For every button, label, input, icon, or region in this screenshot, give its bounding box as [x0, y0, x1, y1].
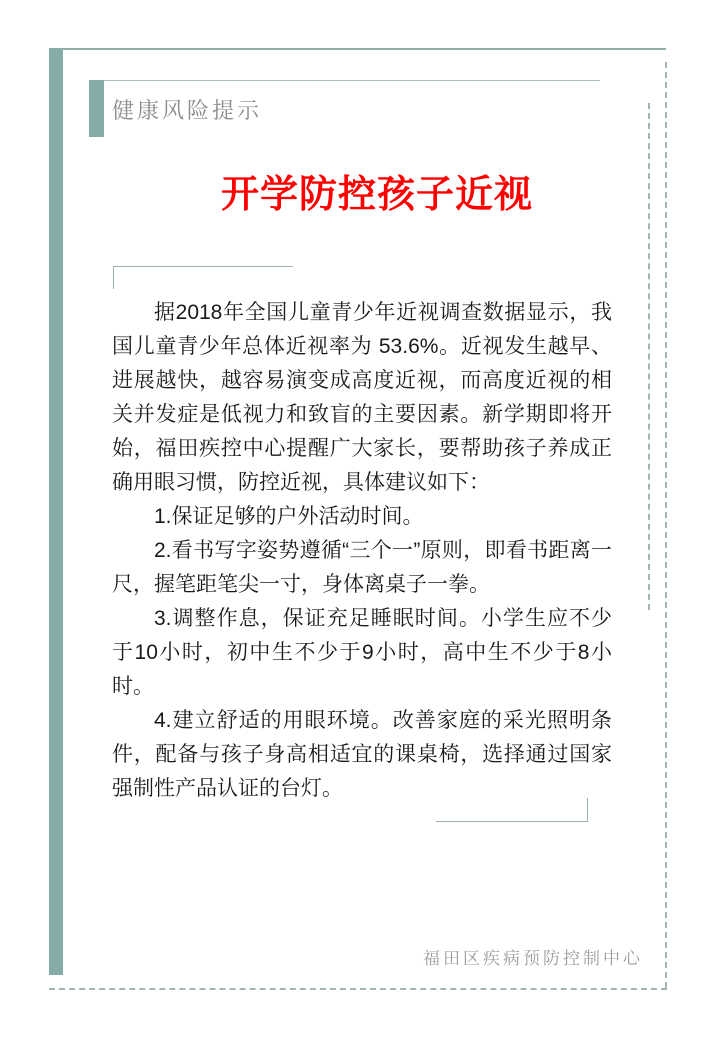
body-paragraph-intro: 据2018年全国儿童青少年近视调查数据显示，我国儿童青少年总体近视率为 53.6%。近视发生越早、进展越快，越容易演变成高度近视，而高度近视的相关并发症是低视力和致盲的主要因素。新学期即将开始，福田疾控中心提醒广大家长，要帮助孩子养成正确用眼习惯，防控近视，具体建议如下：: [112, 301, 612, 494]
header-underline: [104, 80, 600, 81]
bottom-right-corner-bracket: [436, 798, 588, 822]
body-paragraph-item-1: 1.保证足够的户外活动时间。: [154, 505, 424, 528]
body-paragraph-item-3: 3.调整作息，保证充足睡眠时间。小学生应不少于10小时，初中生不少于9小时，高中生不少于8小时。: [112, 607, 612, 698]
top-left-corner-bracket: [113, 266, 293, 289]
header-accent-rect: [89, 80, 104, 137]
section-header-label: 健康风险提示: [112, 98, 263, 123]
footer-org-name: 福田区疾病预防控制中心: [423, 949, 643, 968]
page-title: 开学防控孩子近视: [220, 174, 533, 216]
top-border-line: [63, 48, 666, 50]
body-paragraph-item-4: 4.建立舒适的用眼环境。改善家庭的采光照明条件，配备与孩子身高相适宜的课桌椅，选择通过国家强制性产品认证的台灯。: [112, 709, 612, 800]
bottom-dashed-guide: [49, 988, 667, 990]
left-accent-bar: [49, 48, 63, 975]
body-text-block: [112, 296, 612, 806]
body-paragraph-item-2: 2.看书写字姿势遵循“三个一”原则，即看书距离一尺，握笔距笔尖一寸，身体离桌子一拳。: [112, 539, 612, 596]
